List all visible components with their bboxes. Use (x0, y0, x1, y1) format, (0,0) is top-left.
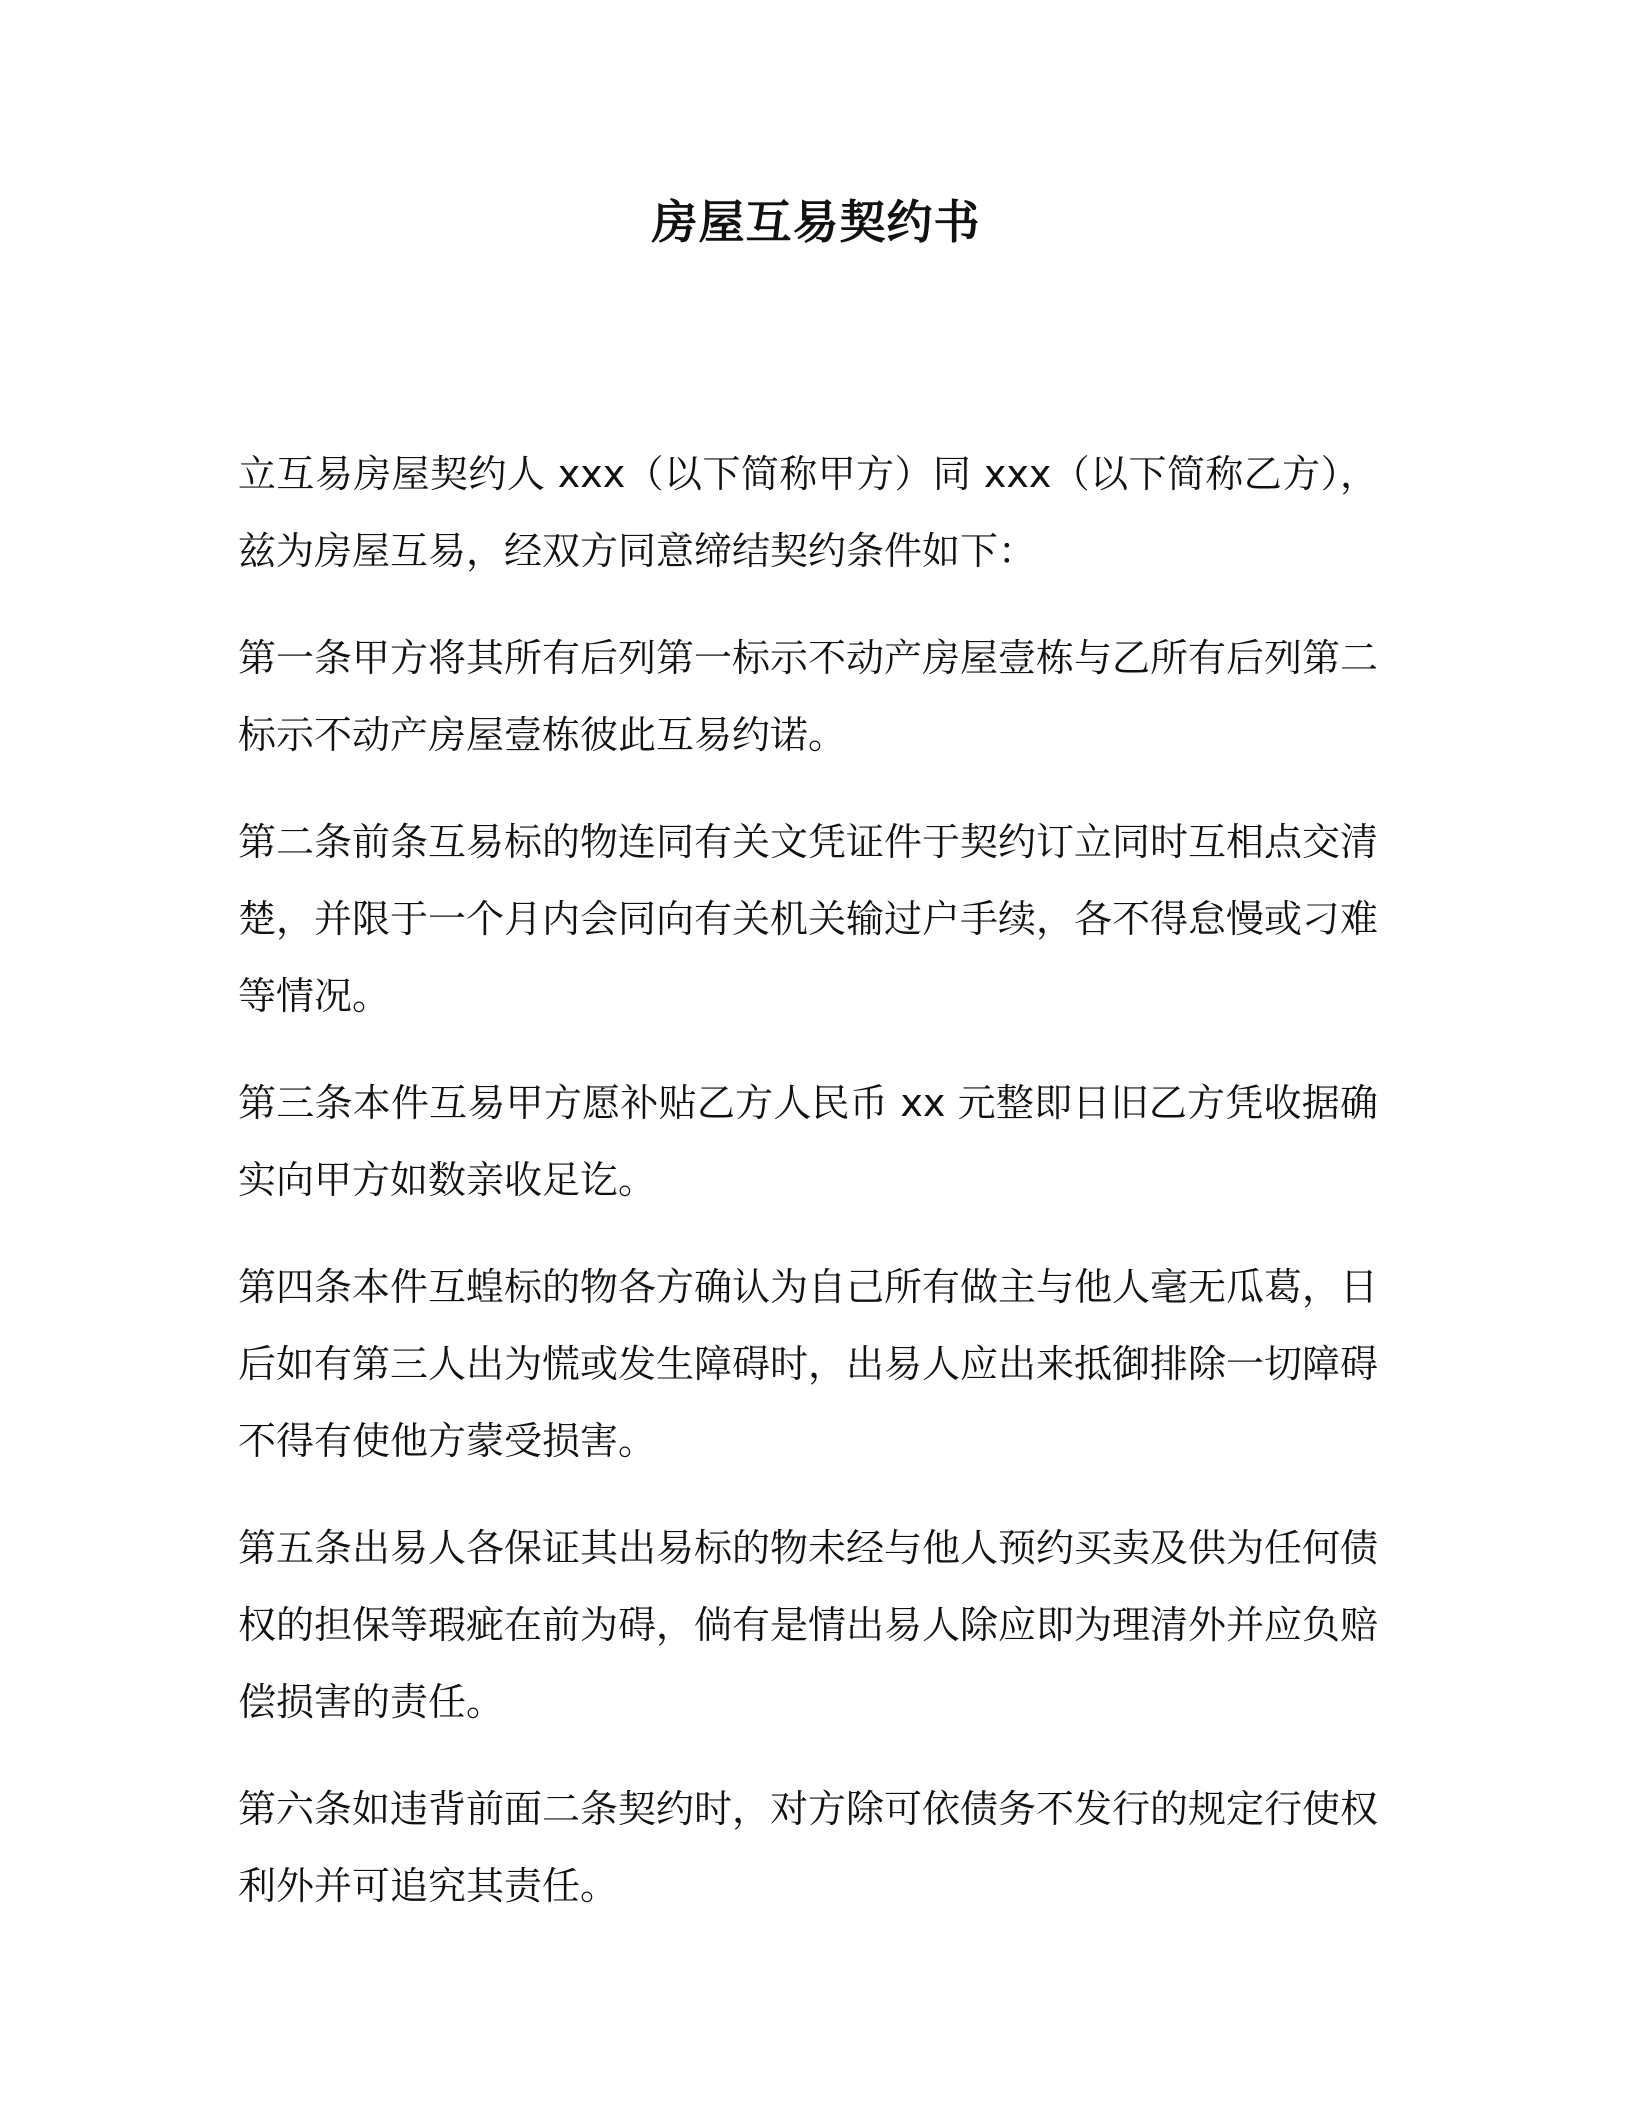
document-title: 房屋互易契约书 (651, 195, 981, 249)
document-body (238, 436, 1378, 1955)
preamble-paragraph: 立互易房屋契约人 xxx（以下简称甲方）同 xxx（以下简称乙方），兹为房屋互易，经双方同意缔结契约条件如下： (238, 452, 1378, 573)
article-1-paragraph: 第一条甲方将其所有后列第一标示不动产房屋壹栋与乙所有后列第二标示不动产房屋壹栋彼此互易约诺。 (238, 636, 1379, 757)
article-2-paragraph: 第二条前条互易标的物连同有关文凭证件于契约订立同时互相点交清楚，并限于一个月内会同向有关机关输过户手续，各不得怠慢或刁难等情况。 (238, 820, 1379, 1018)
article-6-paragraph: 第六条如违背前面二条契约时，对方除可依债务不发行的规定行使权利外并可追究其责任。 (238, 1787, 1379, 1908)
article-4-paragraph: 第四条本件互蝗标的物各方确认为自己所有做主与他人毫无瓜葛，日后如有第三人出为慌或发生障碍时，出易人应出来抵御排除一切障碍不得有使他方蒙受损害。 (238, 1265, 1379, 1463)
article-5-paragraph: 第五条出易人各保证其出易标的物未经与他人预约买卖及供为任何债权的担保等瑕疵在前为碍，倘有是情出易人除应即为理清外并应负赔偿损害的责任。 (238, 1526, 1379, 1724)
article-3-paragraph: 第三条本件互易甲方愿补贴乙方人民币 xx 元整即日旧乙方凭收据确实向甲方如数亲收足讫。 (238, 1081, 1378, 1202)
